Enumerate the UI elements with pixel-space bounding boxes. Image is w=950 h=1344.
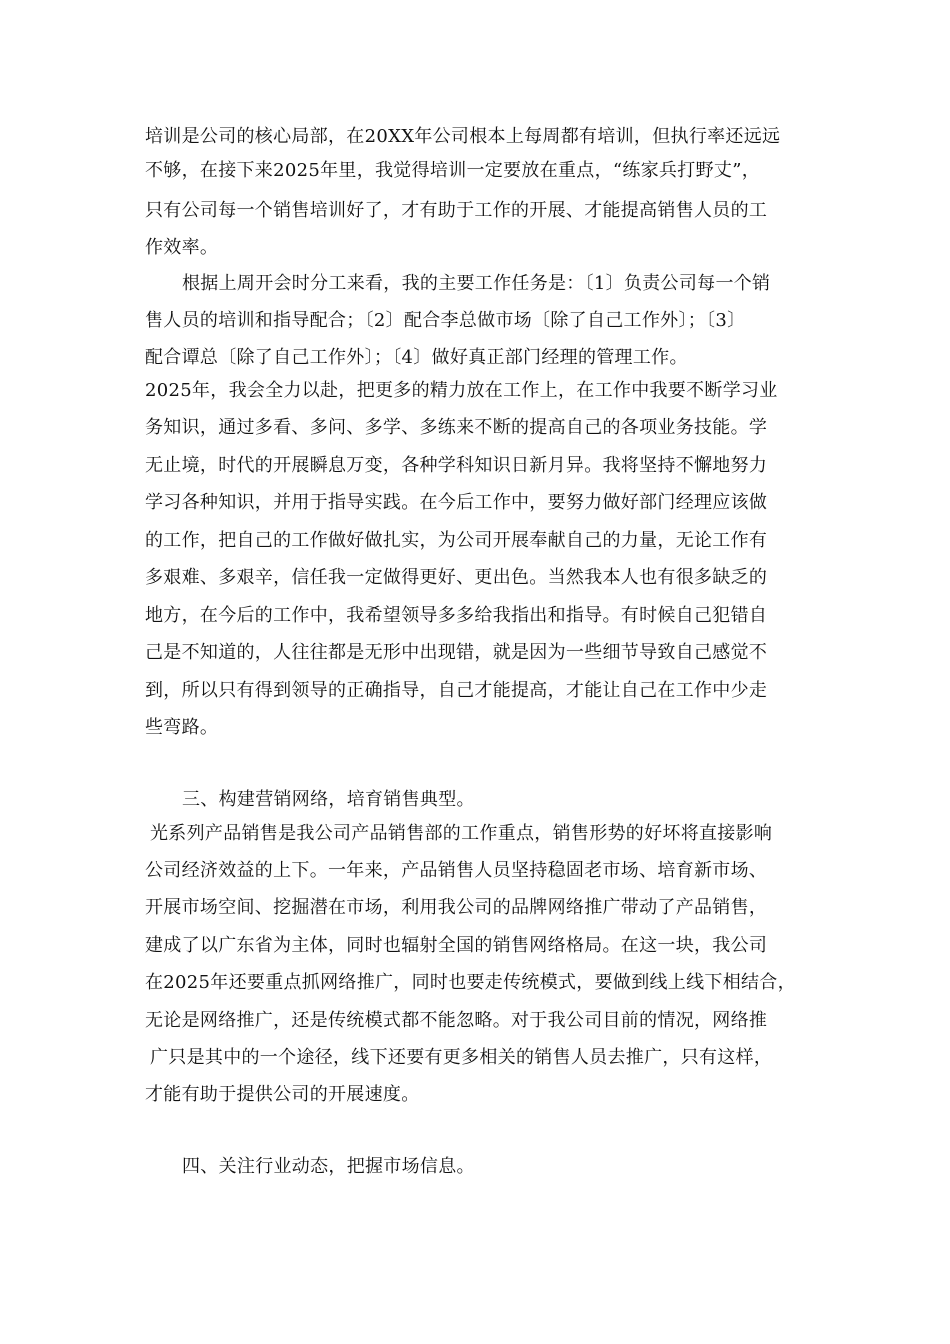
text-line: 光系列产品销售是我公司产品销售部的工作重点，销售形势的好坏将直接影响 <box>150 823 773 844</box>
text-line: 的工作，把自己的工作做好做扎实，为公司开展奉献自己的力量，无论工作有 <box>145 530 768 551</box>
text-line: 无止境，时代的开展瞬息万变，各种学科知识日新月异。我将坚持不懈地努力 <box>145 455 768 476</box>
text-line: 2025年，我会全力以赴，把更多的精力放在工作上，在工作中我要不断学习业 <box>145 380 778 401</box>
text-line: 开展市场空间、挖掘潜在市场，利用我公司的品牌网络推广带动了产品销售， <box>145 897 768 918</box>
text-line: 售人员的培训和指导配合；〔2〕配合李总做市场〔除了自己工作外〕；〔3〕 <box>145 310 746 331</box>
text-line: 地方，在今后的工作中，我希望领导多多给我指出和指导。有时候自己犯错自 <box>145 605 768 626</box>
text-line: 不够，在接下来2025年里，我觉得培训一定要放在重点，“练家兵打野丈”， <box>145 160 761 181</box>
section-heading-three: 三、构建营销网络，培育销售典型。 <box>182 789 475 810</box>
text-line: 学习各种知识，并用于指导实践。在今后工作中，要努力做好部门经理应该做 <box>145 492 768 513</box>
text-line: 公司经济效益的上下。一年来，产品销售人员坚持稳固老市场、培育新市场、 <box>145 860 768 881</box>
text-line: 务知识，通过多看、多问、多学、多练来不断的提高自己的各项业务技能。学 <box>145 417 768 438</box>
text-line: 才能有助于提供公司的开展速度。 <box>145 1084 420 1105</box>
text-line: 配合谭总〔除了自己工作外〕；〔4〕做好真正部门经理的管理工作。 <box>145 347 688 368</box>
section-heading-four: 四、关注行业动态，把握市场信息。 <box>182 1156 475 1177</box>
text-line: 作效率。 <box>145 237 219 258</box>
text-line: 在2025年还要重点抓网络推广，同时也要走传统模式，要做到线上线下相结合， <box>145 972 796 993</box>
text-line: 到，所以只有得到领导的正确指导，自己才能提高，才能让自己在工作中少走 <box>145 680 768 701</box>
text-line: 无论是网络推广，还是传统模式都不能忽略。对于我公司目前的情况，网络推 <box>145 1010 768 1031</box>
text-line: 建成了以广东省为主体，同时也辐射全国的销售网络格局。在这一块，我公司 <box>145 935 768 956</box>
text-line: 些弯路。 <box>145 717 219 738</box>
text-line: 己是不知道的，人往往都是无形中出现错，就是因为一些细节导致自己感觉不 <box>145 642 768 663</box>
text-line: 广只是其中的一个途径，线下还要有更多相关的销售人员去推广，只有这样， <box>150 1047 773 1068</box>
text-line: 培训是公司的核心局部，在20XX年公司根本上每周都有培训，但执行率还远远 <box>145 126 781 147</box>
text-line: 只有公司每一个销售培训好了，才有助于工作的开展、才能提高销售人员的工 <box>145 200 768 221</box>
text-line: 多艰难、多艰辛，信任我一定做得更好、更出色。当然我本人也有很多缺乏的 <box>145 567 768 588</box>
text-line: 根据上周开会时分工来看，我的主要工作任务是：〔1〕负责公司每一个销 <box>182 273 771 294</box>
